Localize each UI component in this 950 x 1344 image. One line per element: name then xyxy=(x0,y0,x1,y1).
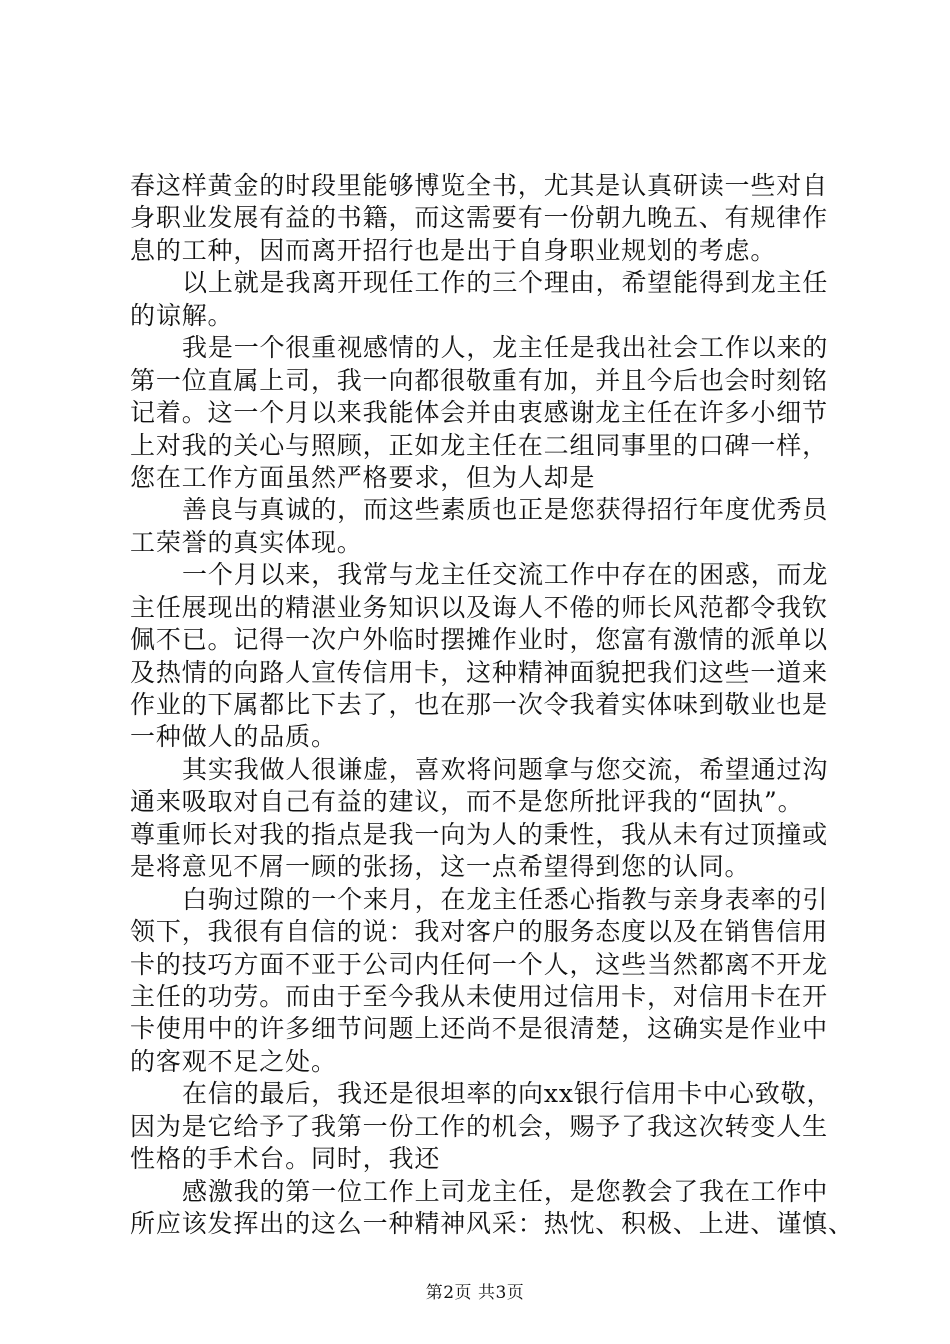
paragraph xyxy=(130,170,845,267)
text-line: 息的工种，因而离开招行也是出于自身职业规划的考虑。 xyxy=(130,235,777,265)
paragraph xyxy=(130,559,845,754)
paragraph xyxy=(130,267,845,332)
text-line: 工荣誉的真实体现。 xyxy=(130,527,363,557)
text-line: 身职业发展有益的书籍，而这需要有一份朝九晚五、有规律作 xyxy=(130,203,828,233)
text-line: 领下，我很有自信的说：我对客户的服务态度以及在销售信用 xyxy=(130,917,828,947)
paragraph xyxy=(130,1078,845,1175)
paragraph xyxy=(130,884,845,1079)
text-line: 通来吸取对自己有益的建议，而不是您所批评我的“固执”。 xyxy=(130,787,804,817)
text-line: 一个月以来，我常与龙主任交流工作中存在的困惑，而龙 xyxy=(182,560,829,590)
text-line: 主任展现出的精湛业务知识以及诲人不倦的师长风范都令我钦 xyxy=(130,592,828,622)
text-line: 尊重师长对我的指点是我一向为人的秉性，我从未有过顶撞或 xyxy=(130,819,828,849)
text-line: 以上就是我离开现任工作的三个理由，希望能得到龙主任 xyxy=(182,268,829,298)
text-line: 在信的最后，我还是很坦率的向xx银行信用卡中心致敬， xyxy=(182,1079,833,1109)
text-line: 善良与真诚的，而这些素质也正是您获得招行年度优秀员 xyxy=(182,495,829,525)
letter-body xyxy=(130,170,854,1240)
text-line: 其实我做人很谦虚，喜欢将问题拿与您交流，希望通过沟 xyxy=(182,754,829,784)
text-line: 春这样黄金的时段里能够博览全书，尤其是认真研读一些对自 xyxy=(130,171,828,200)
text-line: 第一位直属上司，我一向都很敬重有加，并且今后也会时刻铭 xyxy=(130,365,828,395)
text-line: 及热情的向路人宣传信用卡，这种精神面貌把我们这些一道来 xyxy=(130,657,828,687)
text-line: 我是一个很重视感情的人，龙主任是我出社会工作以来的 xyxy=(182,333,829,363)
page-footer: 第2页 共3页 xyxy=(425,1283,525,1303)
text-line: 白驹过隙的一个来月，在龙主任悉心指教与亲身表率的引 xyxy=(182,884,829,914)
text-line: 您在工作方面虽然严格要求，但为人却是 xyxy=(130,462,596,492)
text-line: 所应该发挥出的这么一种精神风采：热忱、积极、上进、谨慎、 xyxy=(130,1209,854,1238)
paragraph xyxy=(130,1176,854,1241)
paragraph xyxy=(130,332,845,494)
text-line: 卡的技巧方面不亚于公司内任何一个人，这些当然都离不开龙 xyxy=(130,949,828,979)
text-line: 因为是它给予了我第一份工作的机会，赐予了我这次转变人生 xyxy=(130,1111,828,1141)
text-line: 性格的手术台。同时，我还 xyxy=(130,1144,441,1174)
paragraph xyxy=(130,494,845,559)
text-line: 上对我的关心与照顾，正如龙主任在二组同事里的口碑一样， xyxy=(130,430,828,460)
text-line: 感激我的第一位工作上司龙主任，是您教会了我在工作中 xyxy=(182,1176,829,1206)
text-line: 佩不已。记得一次户外临时摆摊作业时，您富有激情的派单以 xyxy=(130,625,828,655)
text-line: 是将意见不屑一顾的张扬，这一点希望得到您的认同。 xyxy=(130,852,751,882)
paragraph xyxy=(130,754,845,884)
text-line: 卡使用中的许多细节问题上还尚不是很清楚，这确实是作业中 xyxy=(130,1014,828,1044)
text-line: 一种做人的品质。 xyxy=(130,722,337,752)
text-line: 主任的功劳。而由于至今我从未使用过信用卡，对信用卡在开 xyxy=(130,981,828,1011)
text-line: 记着。这一个月以来我能体会并由衷感谢龙主任在许多小细节 xyxy=(130,398,828,428)
text-line: 作业的下属都比下去了，也在那一次令我着实体味到敬业也是 xyxy=(130,690,828,719)
text-line: 的客观不足之处。 xyxy=(130,1046,337,1076)
text-line: 的谅解。 xyxy=(130,300,234,330)
